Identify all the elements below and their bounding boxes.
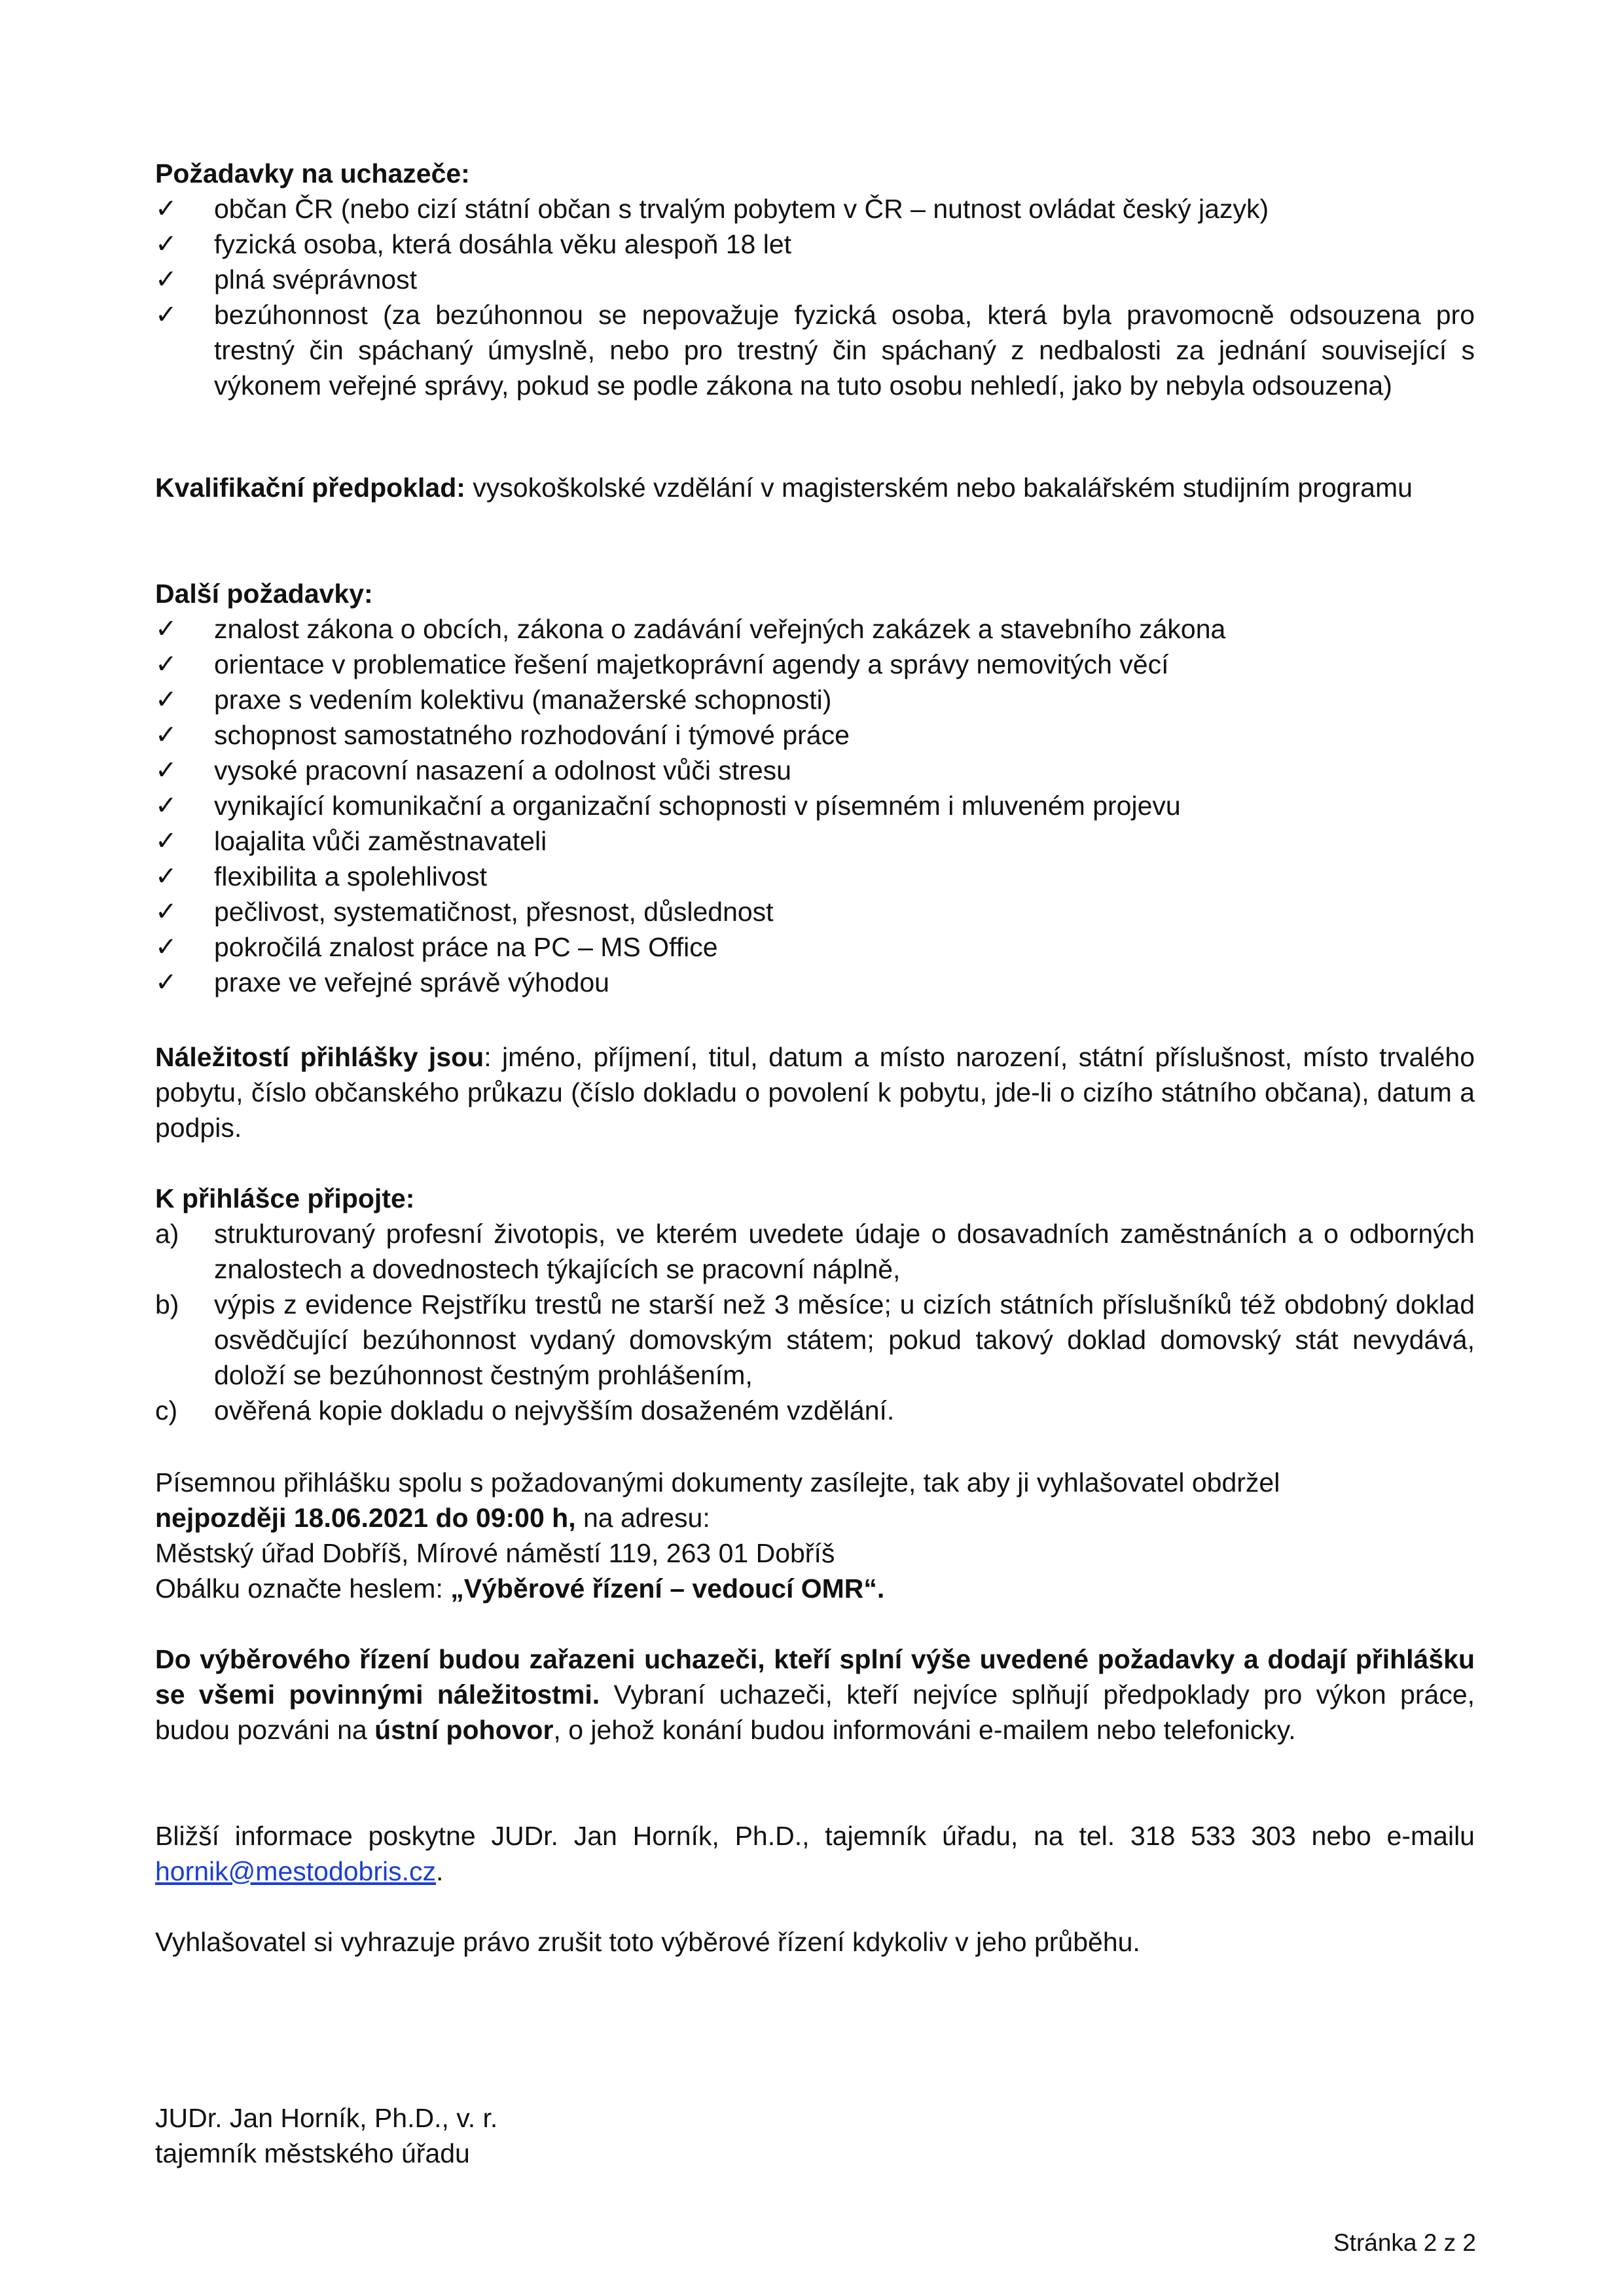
attachments-list (155, 1216, 1475, 1428)
checkmark-icon: ✓ (155, 826, 177, 856)
list-item: a) strukturovaný profesní životopis, ve kterém uvedete údaje o dosavadních zaměstnáních a o odborných znalostech a dovednostech týkajících se pracovní náplně, (155, 1216, 1475, 1287)
checkmark-icon: ✓ (155, 685, 177, 715)
attachments-heading: K přihlášce připojte: (155, 1183, 415, 1213)
selection-paragraph: Do výběrového řízení budou zařazeni uchazeči, kteří splní výše uvedené požadavky a dodají přihlášku se všemi povinnými náležitostmi. Vybraní uchazeči, kteří nejvíce splňují předpoklady pro výkon práce, budou pozváni na ústní pohovor, o jehož konání budou informováni e-mailem nebo telefonicky. (155, 1644, 1475, 1745)
list-marker: a) (155, 1219, 179, 1249)
envelope-label: „Výběrové řízení – vedoucí OMR“. (450, 1573, 885, 1604)
list-item: ✓ pečlivost, systematičnost, přesnost, důslednost (155, 894, 1475, 929)
page-number: Stránka 2 z 2 (1333, 2229, 1476, 2256)
requirements-list (155, 191, 1475, 403)
reservation-paragraph: Vyhlašovatel si vyhrazuje právo zrušit toto výběrové řízení kdykoliv v jeho průběhu. (155, 1927, 1140, 1957)
qualification-paragraph (155, 470, 1475, 505)
deadline: nejpozději 18.06.2021 do 09:00 h, (155, 1503, 576, 1533)
list-item: ✓ loajalita vůči zaměstnavateli (155, 823, 1475, 859)
list-item: ✓ občan ČR (nebo cizí státní občan s trvalým pobytem v ČR – nutnost ovládat český jazyk) (155, 191, 1475, 226)
list-item: ✓ znalost zákona o obcích, zákona o zadávání veřejných zakázek a stavebního zákona (155, 611, 1475, 647)
list-item: ✓ plná svéprávnost (155, 262, 1475, 297)
submission-paragraph (155, 1465, 1475, 1606)
selection-bold-text: Do výběrového řízení budou zařazeni uchazeči, kteří splní výše uvedené požadavky a dodají přihlášku se všemi povinnými náležitostmi. (155, 1644, 1475, 1710)
requirements-section (155, 156, 1475, 403)
checkmark-icon: ✓ (155, 194, 177, 224)
checkmark-icon: ✓ (155, 720, 177, 750)
submission-line: Písemnou přihlášku spolu s požadovanými dokumenty zasílejte, tak aby ji vyhlašovatel obdržel (155, 1467, 1280, 1498)
checkmark-icon: ✓ (155, 755, 177, 785)
email-link[interactable]: hornik@mestodobris.cz (155, 1856, 436, 1886)
signature-role: tajemník městského úřadu (155, 2138, 470, 2168)
interview-label: ústní pohovor (374, 1715, 554, 1745)
application-details-paragraph (155, 1039, 1475, 1145)
signature-block (155, 2100, 1475, 2171)
list-item: ✓ bezúhonnost (za bezúhonnou se nepovažuje fyzická osoba, která byla pravomocně odsouzena pro trestný čin spáchaný úmyslně, nebo pro trestný čin spáchaný z nedbalosti za jednání související s výkonem veřejné správy, pokud se podle zákona na tuto osobu nehledí, jako by nebyla odsouzena) (155, 297, 1475, 403)
application-details-text: : jméno, příjmení, titul, datum a místo narození, státní příslušnost, místo trvalého pobytu, číslo občanského průkazu (číslo dokladu o povolení k pobytu, jde-li o cizího státního občana), datum a podpis. (155, 1042, 1475, 1143)
checkmark-icon: ✓ (155, 649, 177, 679)
envelope-line: Obálku označte heslem: „Výběrové řízení – vedoucí OMR“. (155, 1573, 885, 1604)
list-item: ✓ praxe ve veřejné správě výhodou (155, 965, 1475, 1000)
list-item: c) ověřená kopie dokladu o nejvyšším dosaženém vzdělání. (155, 1393, 1475, 1428)
further-requirements-list (155, 611, 1475, 1000)
list-item: ✓ pokročilá znalost práce na PC – MS Office (155, 929, 1475, 965)
address: Městský úřad Dobříš, Mírové náměstí 119, 263 01 Dobříš (155, 1538, 835, 1568)
qualification-label: Kvalifikační předpoklad: (155, 473, 465, 503)
list-item: ✓ schopnost samostatného rozhodování i týmové práce (155, 717, 1475, 753)
list-marker: b) (155, 1289, 179, 1319)
checkmark-icon: ✓ (155, 614, 177, 644)
checkmark-icon: ✓ (155, 861, 177, 891)
list-item: ✓ fyzická osoba, která dosáhla věku alespoň 18 let (155, 226, 1475, 262)
checkmark-icon: ✓ (155, 300, 177, 330)
further-requirements-section (155, 576, 1475, 1000)
requirements-heading: Požadavky na uchazeče: (155, 158, 470, 188)
checkmark-icon: ✓ (155, 967, 177, 997)
further-requirements-heading: Další požadavky: (155, 579, 373, 609)
contact-paragraph: Bližší informace poskytne JUDr. Jan Horník, Ph.D., tajemník úřadu, na tel. 318 533 303 nebo e-mailu hornik@mestodobris.cz. (155, 1821, 1475, 1886)
list-item: b) výpis z evidence Rejstříku trestů ne starší než 3 měsíce; u cizích státních příslušníků též obdobný doklad osvědčující bezúhonnost vydaný domovským státem; pokud takový doklad domovský stát nevydává, doloží se bezúhonnost čestným prohlášením, (155, 1287, 1475, 1393)
checkmark-icon: ✓ (155, 229, 177, 259)
list-item: ✓ orientace v problematice řešení majetkoprávní agendy a správy nemovitých věcí (155, 647, 1475, 682)
checkmark-icon: ✓ (155, 264, 177, 295)
checkmark-icon: ✓ (155, 932, 177, 962)
list-item: ✓ vysoké pracovní nasazení a odolnost vůči stresu (155, 753, 1475, 788)
submission-deadline-line: nejpozději 18.06.2021 do 09:00 h, na adresu: (155, 1503, 710, 1533)
application-details-label: Náležitostí přihlášky jsou (155, 1042, 484, 1072)
list-item: ✓ vynikající komunikační a organizační schopnosti v písemném i mluveném projevu (155, 788, 1475, 823)
list-marker: c) (155, 1395, 178, 1426)
qualification-text: vysokoškolské vzdělání v magisterském nebo bakalářském studijním programu (465, 473, 1413, 503)
list-item: ✓ praxe s vedením kolektivu (manažerské schopnosti) (155, 682, 1475, 717)
attachments-section (155, 1181, 1475, 1428)
checkmark-icon: ✓ (155, 791, 177, 821)
list-item: ✓ flexibilita a spolehlivost (155, 859, 1475, 894)
checkmark-icon: ✓ (155, 897, 177, 927)
signature-name: JUDr. Jan Horník, Ph.D., v. r. (155, 2103, 498, 2133)
